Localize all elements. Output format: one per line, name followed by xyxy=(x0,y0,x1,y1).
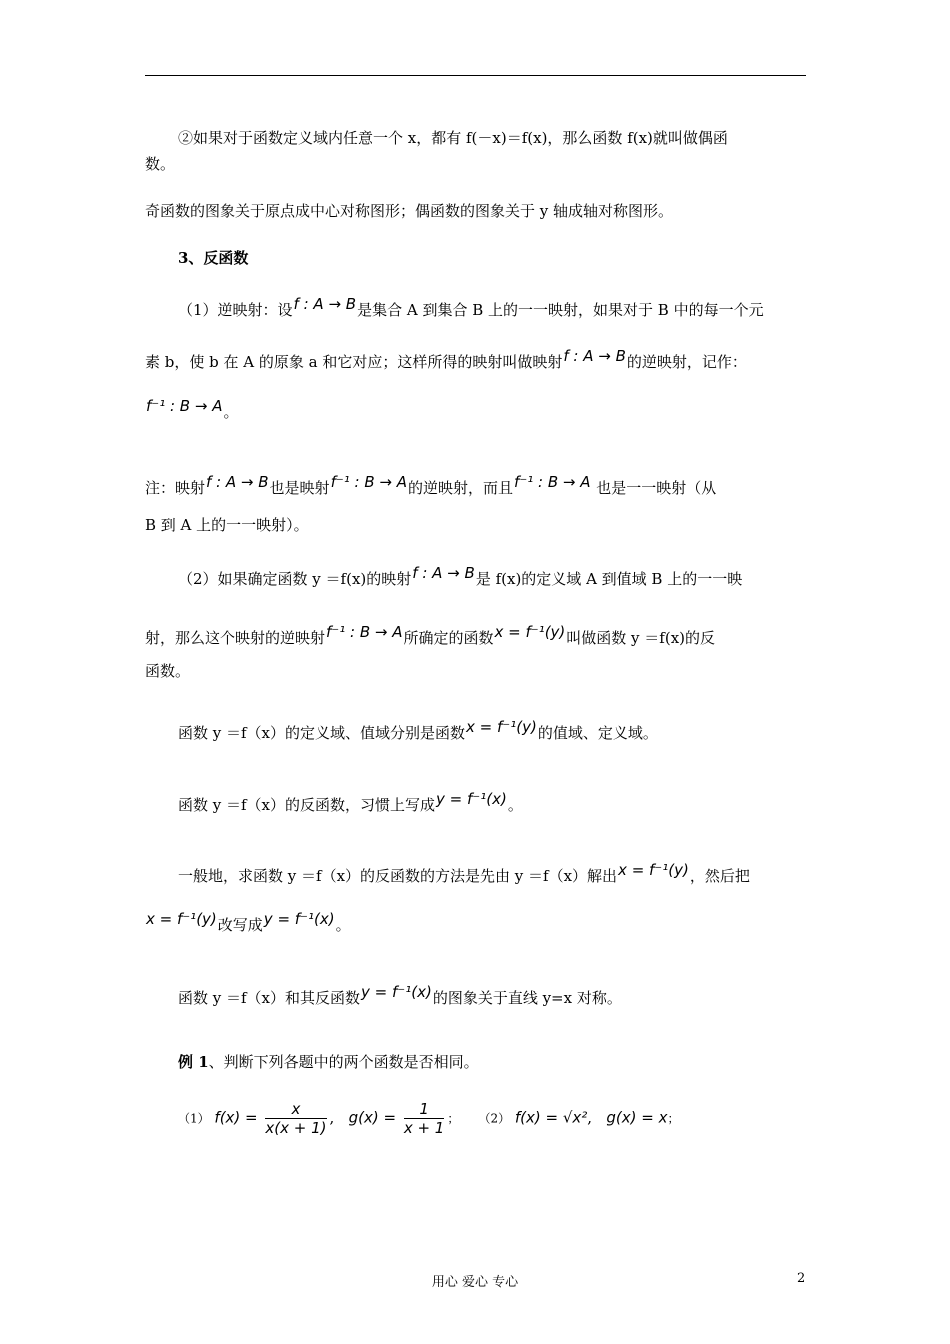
formula-finv-B-A: f⁻¹ : B → A xyxy=(514,473,591,491)
paragraph-notation: 函数 y ＝f（x）的反函数，习惯上写成y = f⁻¹(x)。 xyxy=(178,790,523,814)
formula-finv-B-A: f⁻¹ : B → A xyxy=(326,623,403,641)
formula-f-A-B: f : A → B xyxy=(563,347,626,365)
formula-x-finv-y: x = f⁻¹(y) xyxy=(146,910,217,928)
paragraph-inverse-function-end: 函数。 xyxy=(145,662,191,680)
formula-gx-eq: g(x) = xyxy=(348,1108,397,1127)
formula-gx-x: g(x) = x xyxy=(606,1108,668,1127)
paragraph-inverse-function-cont: 射，那么这个映射的逆映射f⁻¹ : B → A所确定的函数x = f⁻¹(y)叫做函数 y ＝f(x)的反 xyxy=(145,623,716,647)
formula-fx-sqrt: f(x) = √x² xyxy=(514,1108,588,1127)
formula-f-A-B: f : A → B xyxy=(293,295,357,313)
fraction-1-over-x1: $\frac{1}{x + 1}$ xyxy=(403,1100,445,1137)
formula-y-finv-x: y = f⁻¹(x) xyxy=(361,983,432,1001)
formula-y-finv-x: y = f⁻¹(x) xyxy=(436,790,507,808)
paragraph-inverse-mapping-cont: 素 b，使 b 在 A 的原象 a 和它对应；这样所得的映射叫做映射f : A → B的逆映射，记作： xyxy=(145,347,747,371)
example-heading: 例 1、判断下列各题中的两个函数是否相同。 xyxy=(178,1053,479,1071)
footer-motto: 用心 爱心 专心 xyxy=(431,1275,519,1290)
formula-fx-eq: f(x) = xyxy=(214,1108,258,1127)
formula-x-finv-y: x = f⁻¹(y) xyxy=(618,861,689,879)
formula-line-inverse: f⁻¹ : B → A。 xyxy=(146,397,239,421)
page-number: 2 xyxy=(797,1271,806,1286)
paragraph-symmetry: 奇函数的图象关于原点成中心对称图形；偶函数的图象关于 y 轴成轴对称图形。 xyxy=(145,202,674,220)
paragraph-inverse-mapping: （1）逆映射：设f : A → B是集合 A 到集合 B 上的一一映射，如果对于 B 中的每一个元 xyxy=(178,295,764,319)
paragraph-note-cont: B 到 A 上的一一映射）。 xyxy=(145,516,309,534)
formula-x-finv-y: x = f⁻¹(y) xyxy=(466,718,537,736)
paragraph-note: 注：映射f : A → B也是映射f⁻¹ : B → A的逆映射，而且f⁻¹ : B → A 也是一一映射（从 xyxy=(145,473,717,497)
formula-x-finv-y: x = f⁻¹(y) xyxy=(494,623,566,641)
paragraph-even-function: ②如果对于函数定义域内任意一个 x，都有 f(－x)＝f(x)，那么函数 f(x)就叫做偶函 xyxy=(178,129,728,147)
fraction-x-over-xx1: $\frac{x}{x(x + 1)}$ xyxy=(265,1100,327,1137)
paragraph-method: 一般地，求函数 y ＝f（x）的反函数的方法是先由 y ＝f（x）解出x = f⁻¹(y)，然后把 xyxy=(178,861,750,885)
formula-f-A-B: f : A → B xyxy=(206,473,269,491)
formula-finv-B-A: f⁻¹ : B → A xyxy=(330,473,408,491)
header-rule xyxy=(145,75,806,76)
example-formulas: （1） f(x) = $\frac{x}{x(x + 1)}$ , g(x) = $\frac{1}{x + 1}$ ； （2） f(x) = √x², g(x) = x； xyxy=(178,1100,680,1137)
section-heading-inverse: 3、反函数 xyxy=(178,249,249,267)
paragraph-inverse-function: （2）如果确定函数 y ＝f(x)的映射f : A → B是 f(x)的定义域 A 到值域 B 上的一一映 xyxy=(178,564,743,588)
formula-y-finv-x: y = f⁻¹(x) xyxy=(263,910,335,928)
paragraph-method-cont: x = f⁻¹(y)改写成y = f⁻¹(x)。 xyxy=(146,910,351,934)
formula-finv-B-A: f⁻¹ : B → A xyxy=(146,397,223,415)
paragraph-graph-symmetry: 函数 y ＝f（x）和其反函数y = f⁻¹(x)的图象关于直线 y=x 对称。 xyxy=(178,983,622,1007)
paragraph-domain-range: 函数 y ＝f（x）的定义域、值域分别是函数x = f⁻¹(y)的值域、定义域。 xyxy=(178,718,658,742)
formula-f-A-B: f : A → B xyxy=(412,564,475,582)
paragraph-even-function-cont: 数。 xyxy=(145,155,176,173)
